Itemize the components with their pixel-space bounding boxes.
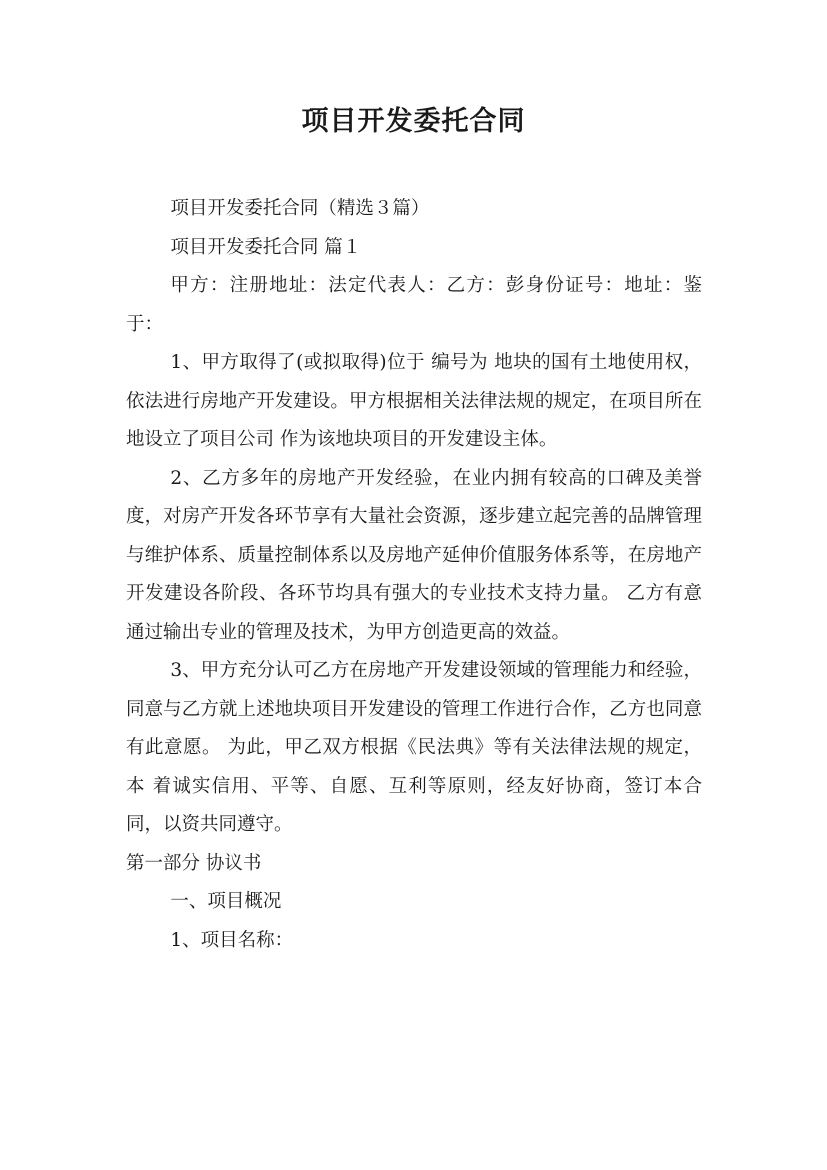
- document-body: [126, 190, 702, 960]
- part-heading-paragraph: 项目开发委托合同 篇１: [170, 236, 362, 258]
- clause-1-paragraph: 1、甲方取得了(或拟取得)位于 编号为 地块的国有土地使用权，依法进行房地产开发建设。甲方根据相关法律法规的规定，在项目所在地设立了项目公司 作为该地块项目的开发建设主体。: [126, 352, 702, 450]
- item-paragraph: 1、项目名称：: [170, 929, 294, 951]
- clause-3-paragraph: 3、甲方充分认可乙方在房地产开发建设领域的管理能力和经验，同意与乙方就上述地块项目开发建设的管理工作进行合作，乙方也同意有此意愿。 为此，甲乙双方根据《民法典》等有关法律法规的规定，本 着诚实信用、平等、自愿、互利等原则，经友好协商，签订本合同，以资共同遵守。: [126, 660, 702, 835]
- section-heading: 第一部分 协议书: [126, 852, 262, 874]
- clause-2-paragraph: 2、乙方多年的房地产开发经验，在业内拥有较高的口碑及美誉度，对房产开发各环节享有大量社会资源，逐步建立起完善的品牌管理与维护体系、质量控制体系以及房地产延伸价值服务体系等，在房地产开发建设各阶段、各环节均具有强大的专业技术支持力量。 乙方有意通过输出专业的管理及技术，为甲方创造更高的效益。: [126, 467, 702, 643]
- subtitle-paragraph: 项目开发委托合同（精选３篇）: [170, 198, 430, 219]
- document-title: 项目开发委托合同: [301, 106, 526, 137]
- subsection-heading: 一、项目概况: [170, 891, 282, 912]
- parties-paragraph: 甲方：注册地址：法定代表人：乙方：彭身份证号：地址：鉴于：: [126, 275, 702, 335]
